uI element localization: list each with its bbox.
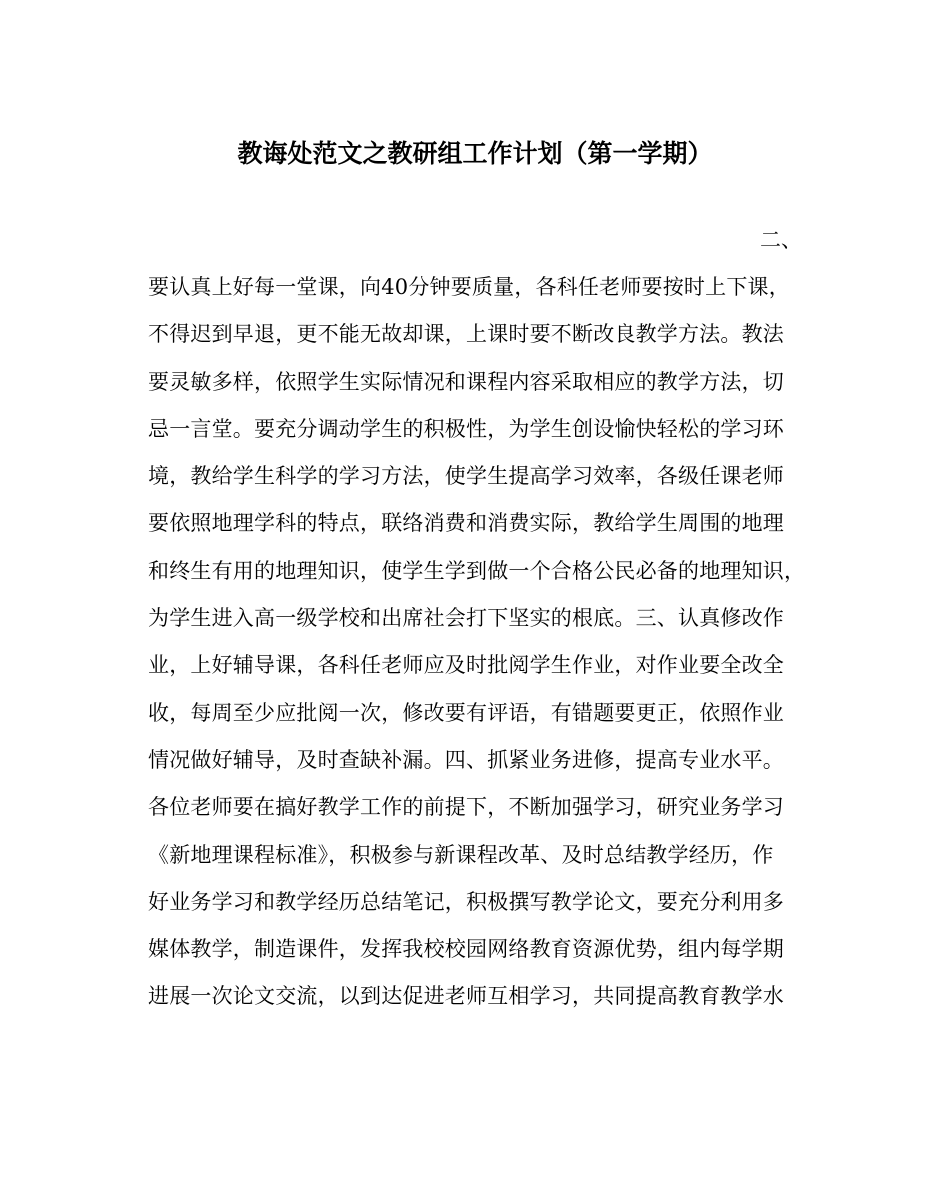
- text-line: 忌一言堂。要充分调动学生的积极性，为学生创设愉快轻松的学习环: [148, 416, 784, 441]
- document-title: 教诲处范文之教研组工作计划（第一学期）: [237, 139, 713, 168]
- text-line: 进展一次论文交流，以到达促进老师互相学习，共同提高教育教学水: [148, 984, 784, 1009]
- text-line: 要认真上好每一堂课，向40分钟要质量，各科任老师要按时上下课，: [148, 275, 790, 299]
- text-line: 要依照地理学科的特点，联络消费和消费实际，教给学生周围的地理: [148, 511, 784, 536]
- text-line: 业，上好辅导课，各科任老师应及时批阅学生作业，对作业要全改全: [148, 653, 784, 678]
- text-line: 为学生进入高一级学校和出席社会打下坚实的根底。三、认真修改作: [148, 606, 784, 631]
- text-line: 不得迟到早退，更不能无故却课，上课时要不断改良教学方法。教法: [148, 322, 784, 347]
- text-line: 各位老师要在搞好教学工作的前提下，不断加强学习，研究业务学习: [148, 795, 784, 820]
- text-line: 收，每周至少应批阅一次，修改要有评语，有错题要更正，依照作业: [148, 700, 784, 725]
- section-marker: 二、: [760, 228, 802, 252]
- text-line: 好业务学习和教学经历总结笔记，积极撰写教学论文，要充分利用多: [148, 889, 784, 914]
- text-line: 媒体教学，制造课件，发挥我校校园网络教育资源优势，组内每学期: [148, 937, 784, 962]
- text-line: 《新地理课程标准》，积极参与新课程改革、及时总结教学经历，作: [148, 842, 774, 867]
- text-line: 情况做好辅导，及时查缺补漏。四、抓紧业务进修，提高专业水平。: [148, 747, 784, 772]
- text-line: 和终生有用的地理知识，使学生学到做一个合格公民必备的地理知识，: [148, 558, 806, 583]
- body-text: [148, 264, 808, 1021]
- text-line: 要灵敏多样，依照学生实际情况和课程内容采取相应的教学方法，切: [148, 369, 784, 394]
- text-line: 境，教给学生科学的学习方法，使学生提高学习效率，各级任课老师: [148, 464, 784, 489]
